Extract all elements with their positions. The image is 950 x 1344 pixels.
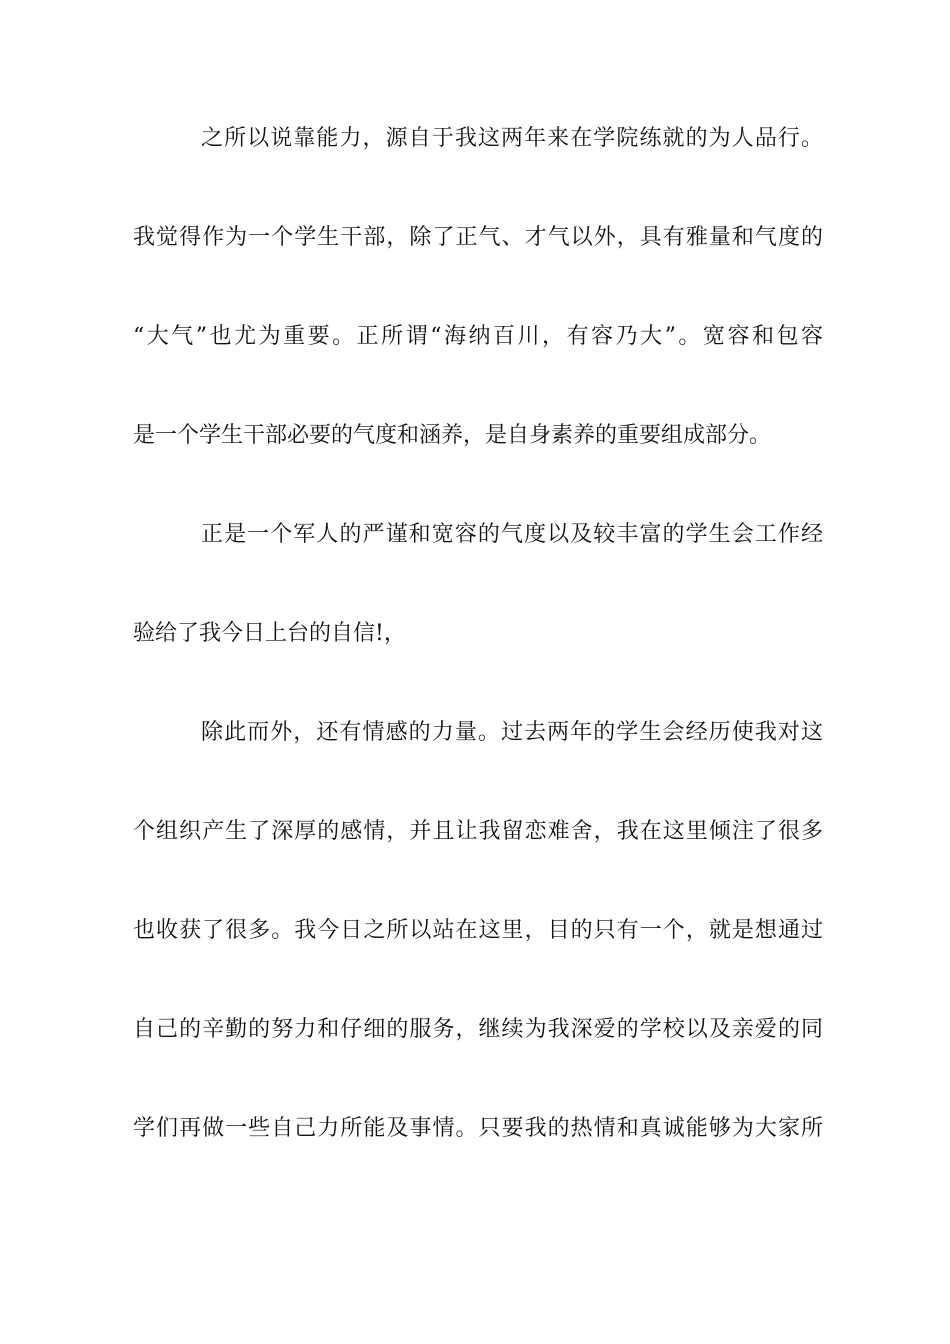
paragraph-line: 自己的辛勤的努力和仔细的服务，继续为我深爱的学校以及亲爱的同 bbox=[133, 1017, 823, 1042]
paragraph-line: 也收获了很多。我今日之所以站在这里，目的只有一个，就是想通过 bbox=[133, 918, 823, 943]
paragraph-line: 之所以说靠能力，源自于我这两年来在学院练就的为人品行。 bbox=[201, 126, 823, 151]
paragraph-line: “大气”也尤为重要。正所谓“海纳百川，有容乃大”。宽容和包容 bbox=[133, 324, 823, 349]
paragraph-line: 验给了我今日上台的自信!， bbox=[133, 621, 406, 646]
paragraph-line: 是一个学生干部必要的气度和涵养，是自身素养的重要组成部分。 bbox=[133, 423, 772, 448]
paragraph-line: 我觉得作为一个学生干部，除了正气、才气以外，具有雅量和气度的 bbox=[133, 225, 823, 250]
paragraph-line: 除此而外，还有情感的力量。过去两年的学生会经历使我对这 bbox=[201, 720, 823, 745]
paragraph-line: 学们再做一些自己力所能及事情。只要我的热情和真诚能够为大家所 bbox=[133, 1116, 823, 1141]
paragraph-line: 个组织产生了深厚的感情，并且让我留恋难舍，我在这里倾注了很多 bbox=[133, 819, 823, 844]
paragraph-line: 正是一个军人的严谨和宽容的气度以及较丰富的学生会工作经 bbox=[201, 522, 823, 547]
